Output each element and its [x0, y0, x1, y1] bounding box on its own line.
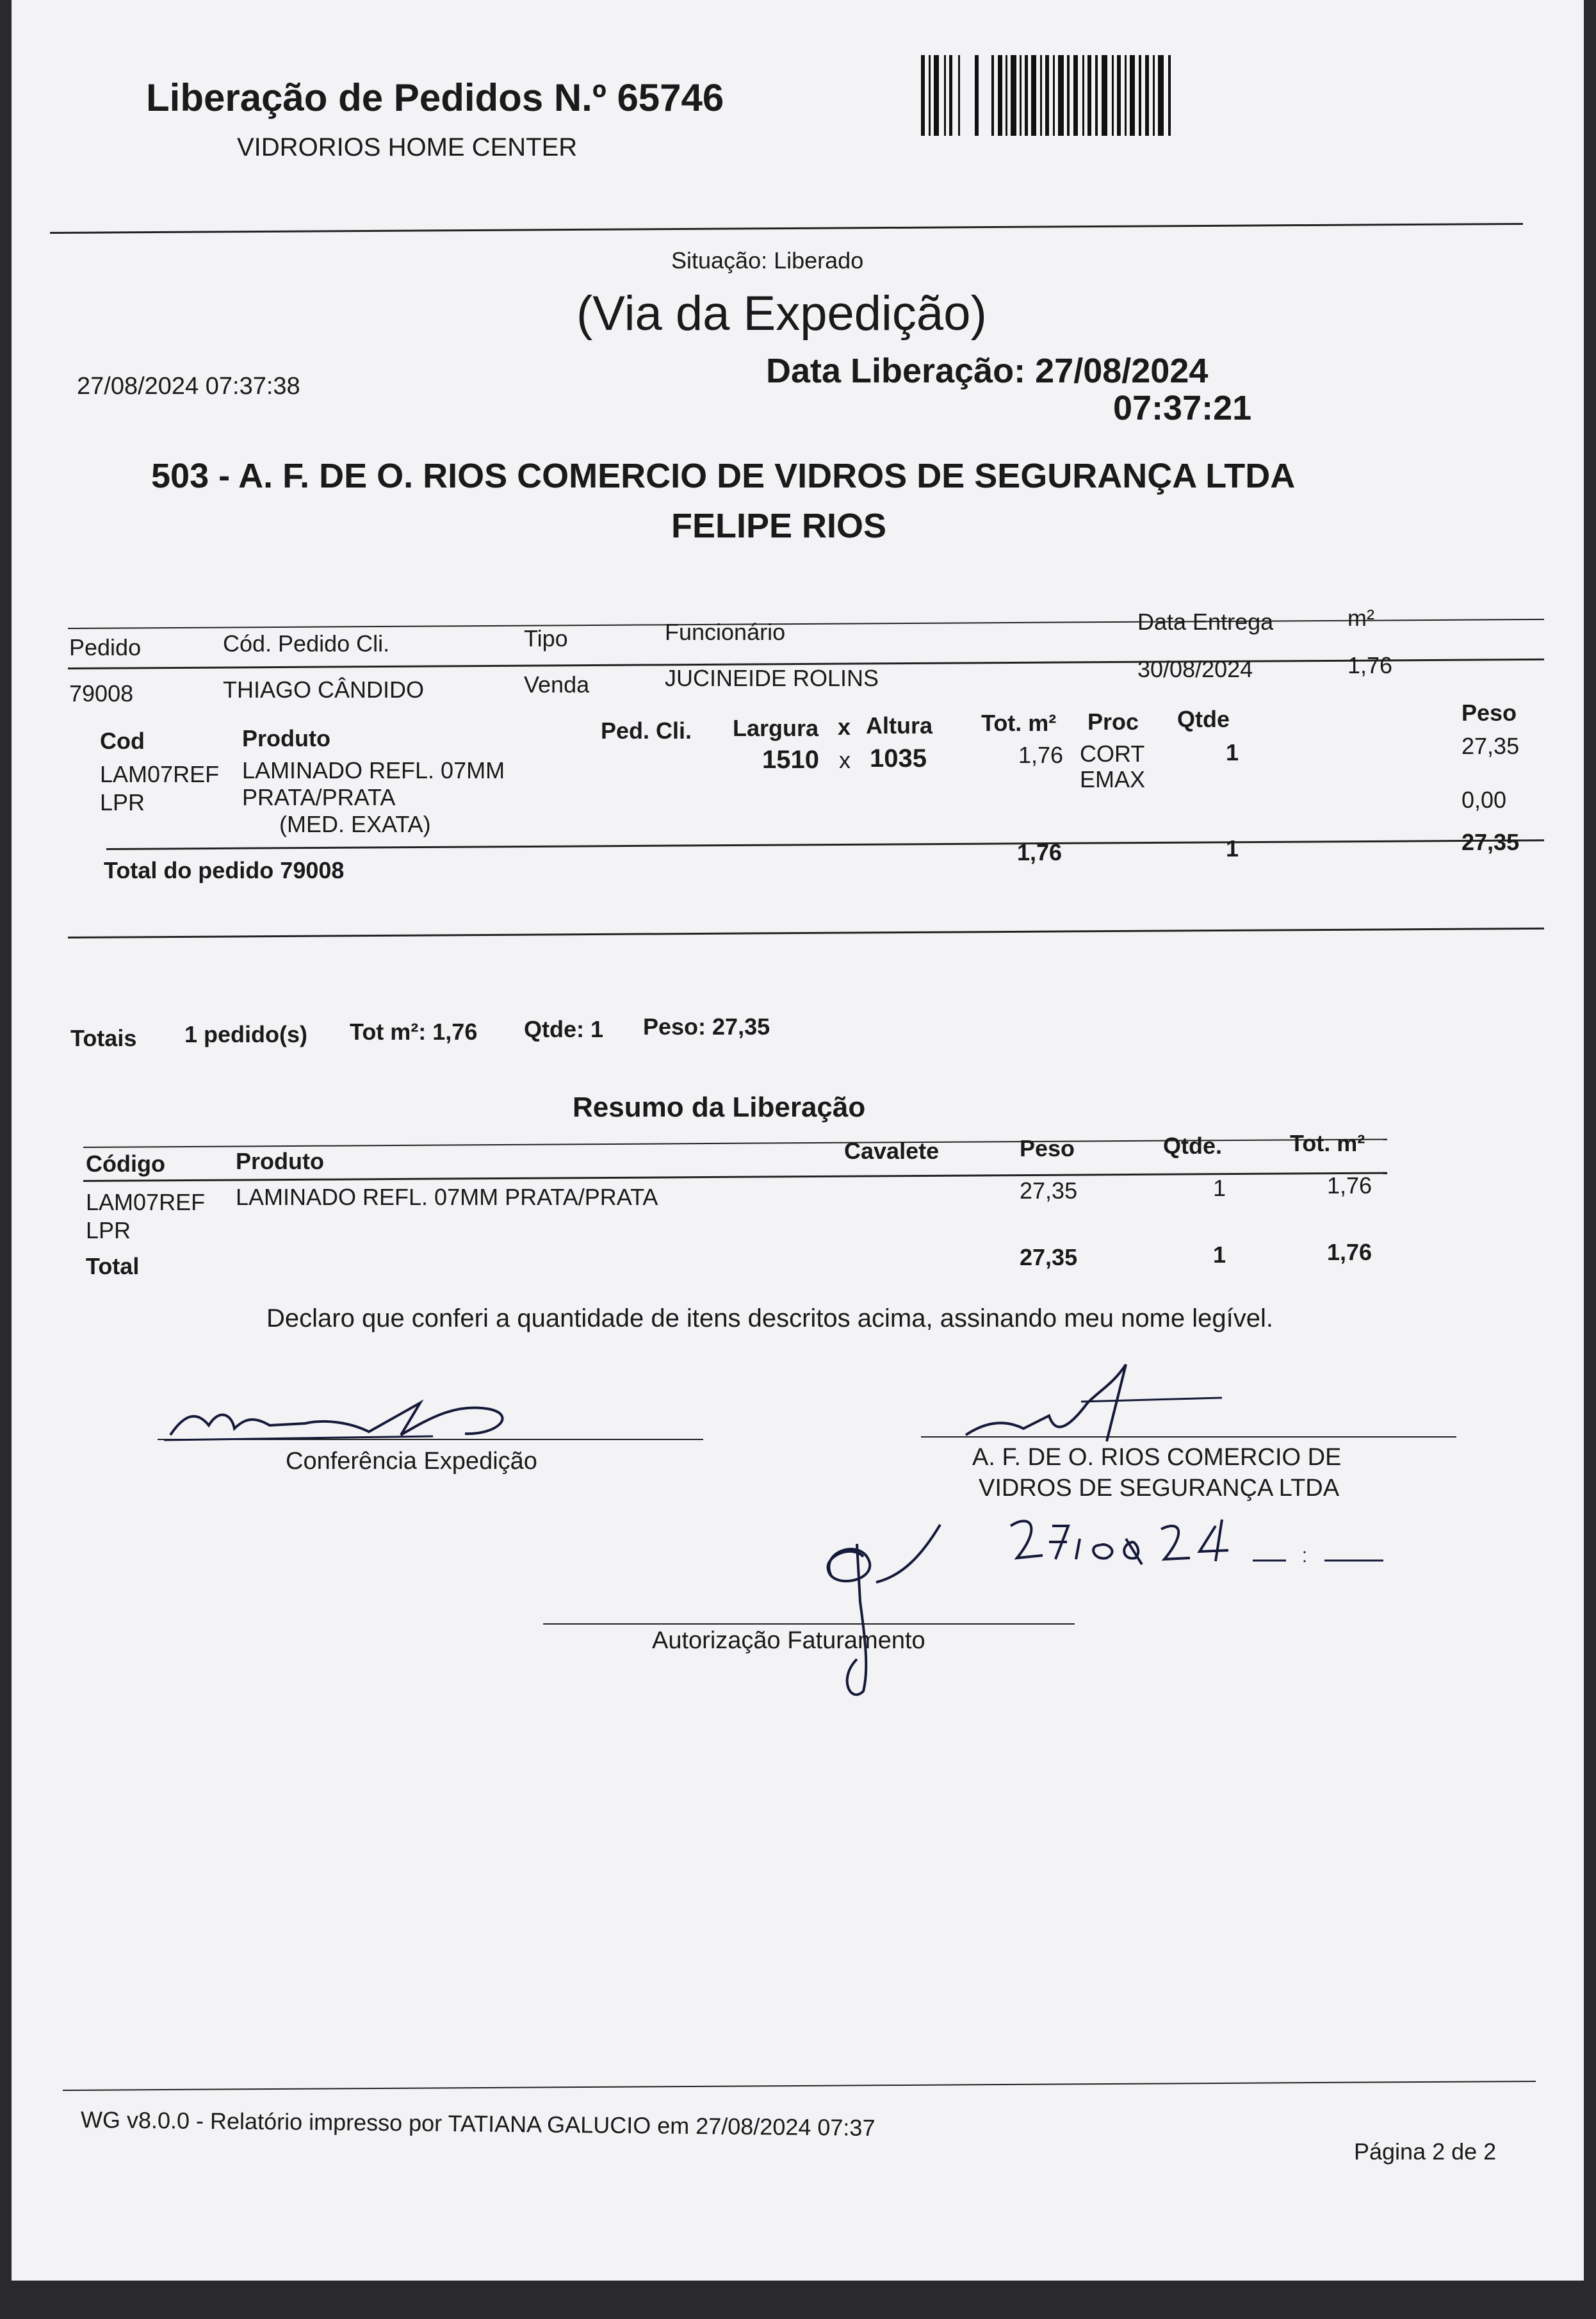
company-name: VIDRORIOS HOME CENTER	[237, 133, 578, 161]
totais-qtde: Qtde: 1	[524, 1016, 604, 1042]
order-bottom-line	[68, 928, 1544, 938]
order-top-line	[68, 619, 1544, 629]
resumo-total-tot-m2: 1,76	[1327, 1239, 1372, 1265]
item-produto: LAMINADO REFL. 07MM	[242, 757, 505, 783]
item-x: x	[839, 747, 851, 773]
resumo-total-label: Total	[86, 1253, 140, 1279]
resumo-col-qtde: Qtde.	[1163, 1133, 1223, 1159]
resumo-produto: LAMINADO REFL. 07MM PRATA/PRATA	[236, 1184, 658, 1210]
item-largura: 1510	[762, 746, 819, 774]
resumo-total-qtde: 1	[1213, 1241, 1226, 1268]
resumo-col-peso: Peso	[1020, 1135, 1075, 1161]
item-tot-m2: 1,76	[1018, 742, 1064, 768]
item-qtde: 1	[1226, 739, 1239, 766]
col-data-entrega: Data Entrega	[1137, 609, 1274, 635]
col-funcionario: Funcionário	[665, 619, 786, 645]
funcionario-value: JUCINEIDE ROLINS	[665, 665, 879, 691]
resumo-codigo-2: LPR	[86, 1217, 131, 1243]
col-tot-m2: Tot. m²	[981, 710, 1057, 736]
col-ped-cli: Ped. Cli.	[601, 717, 692, 744]
col-qtde: Qtde	[1177, 706, 1230, 732]
col-altura: Altura	[866, 712, 933, 739]
conferencia-signature	[158, 1364, 555, 1441]
customer-signature	[953, 1352, 1235, 1448]
m2-value: 1,76	[1348, 652, 1393, 678]
order-total-qtde: 1	[1226, 835, 1239, 862]
item-proc: CORT	[1080, 741, 1145, 767]
totais-peso: Peso: 27,35	[643, 1013, 770, 1040]
tipo-value: Venda	[524, 671, 590, 698]
col-pedido: Pedido	[69, 634, 142, 660]
data-liberacao-time: 07:37:21	[1113, 389, 1252, 427]
conferencia-label: Conferência Expedição	[286, 1448, 537, 1475]
order-total-m2: 1,76	[1017, 839, 1063, 865]
printed-timestamp: 27/08/2024 07:37:38	[77, 373, 300, 400]
header-divider	[50, 223, 1523, 234]
item-altura: 1035	[870, 744, 927, 773]
resumo-total-peso: 27,35	[1020, 1244, 1078, 1270]
situacao-text: Situação: Liberado	[671, 247, 864, 274]
item-produto-3: (MED. EXATA)	[279, 811, 431, 837]
item-proc-2: EMAX	[1080, 766, 1146, 792]
page-number: Página 2 de 2	[1354, 2138, 1497, 2165]
col-largura: Largura	[733, 715, 819, 741]
footer-line	[63, 2081, 1536, 2091]
item-cod: LAM07REF	[100, 761, 220, 787]
col-produto: Produto	[242, 725, 330, 751]
via-expedicao: (Via da Expedição)	[576, 286, 987, 341]
col-peso: Peso	[1462, 700, 1517, 726]
resumo-codigo: LAM07REF	[86, 1189, 206, 1215]
pedido-number: 79008	[69, 680, 134, 707]
data-liberacao: Data Liberação: 27/08/2024	[766, 352, 1209, 390]
totais-tot-m2: Tot m²: 1,76	[350, 1019, 478, 1045]
cod-pedido-value: THIAGO CÂNDIDO	[223, 676, 425, 703]
customer-name-line1: A. F. DE O. RIOS COMERCIO DE	[972, 1444, 1342, 1471]
col-proc: Proc	[1087, 709, 1139, 735]
footer-printed-by: WG v8.0.0 - Relatório impresso por TATIANA GALUCIO em 27/08/2024 07:37	[80, 2106, 875, 2141]
item-produto-2: PRATA/PRATA	[242, 784, 396, 810]
totais-pedidos: 1 pedido(s)	[184, 1021, 308, 1047]
col-m2: m²	[1348, 605, 1374, 631]
barcode	[921, 55, 1190, 136]
resumo-tot-m2: 1,76	[1327, 1172, 1372, 1199]
autorizacao-signature	[793, 1525, 959, 1704]
item-cod-2: LPR	[100, 789, 145, 815]
customer-name: 503 - A. F. DE O. RIOS COMERCIO DE VIDROS DE SEGURANÇA LTDA	[151, 457, 1296, 495]
autorizacao-label: Autorização Faturamento	[652, 1627, 925, 1654]
resumo-col-produto: Produto	[236, 1148, 324, 1174]
data-entrega-value: 30/08/2024	[1137, 656, 1253, 682]
document-title: Liberação de Pedidos N.º 65746	[146, 76, 724, 119]
handwritten-date	[1004, 1513, 1388, 1571]
resumo-title: Resumo da Liberação	[573, 1092, 866, 1123]
col-tipo: Tipo	[524, 625, 568, 651]
order-total-peso: 27,35	[1462, 829, 1520, 855]
totais-label: Totais	[70, 1025, 137, 1051]
col-x: x	[838, 714, 851, 740]
item-peso: 27,35	[1462, 733, 1520, 759]
declaration-text: Declaro que conferi a quantidade de itens descritos acima, assinando meu nome legível.	[266, 1304, 1274, 1332]
document-page	[12, 0, 1584, 2281]
order-total-label: Total do pedido 79008	[104, 857, 345, 883]
resumo-col-cavalete: Cavalete	[844, 1138, 940, 1164]
customer-contact: FELIPE RIOS	[671, 507, 887, 545]
item-peso-2: 0,00	[1462, 787, 1507, 813]
resumo-qtde: 1	[1213, 1175, 1226, 1201]
resumo-col-tot-m2: Tot. m²	[1290, 1130, 1365, 1156]
col-cod-pedido: Cód. Pedido Cli.	[223, 630, 390, 657]
resumo-peso: 27,35	[1020, 1177, 1078, 1204]
col-cod: Cod	[100, 728, 145, 754]
order-total-line	[106, 839, 1544, 850]
customer-name-line2: VIDROS DE SEGURANÇA LTDA	[979, 1475, 1340, 1502]
resumo-col-codigo: Código	[86, 1151, 165, 1177]
